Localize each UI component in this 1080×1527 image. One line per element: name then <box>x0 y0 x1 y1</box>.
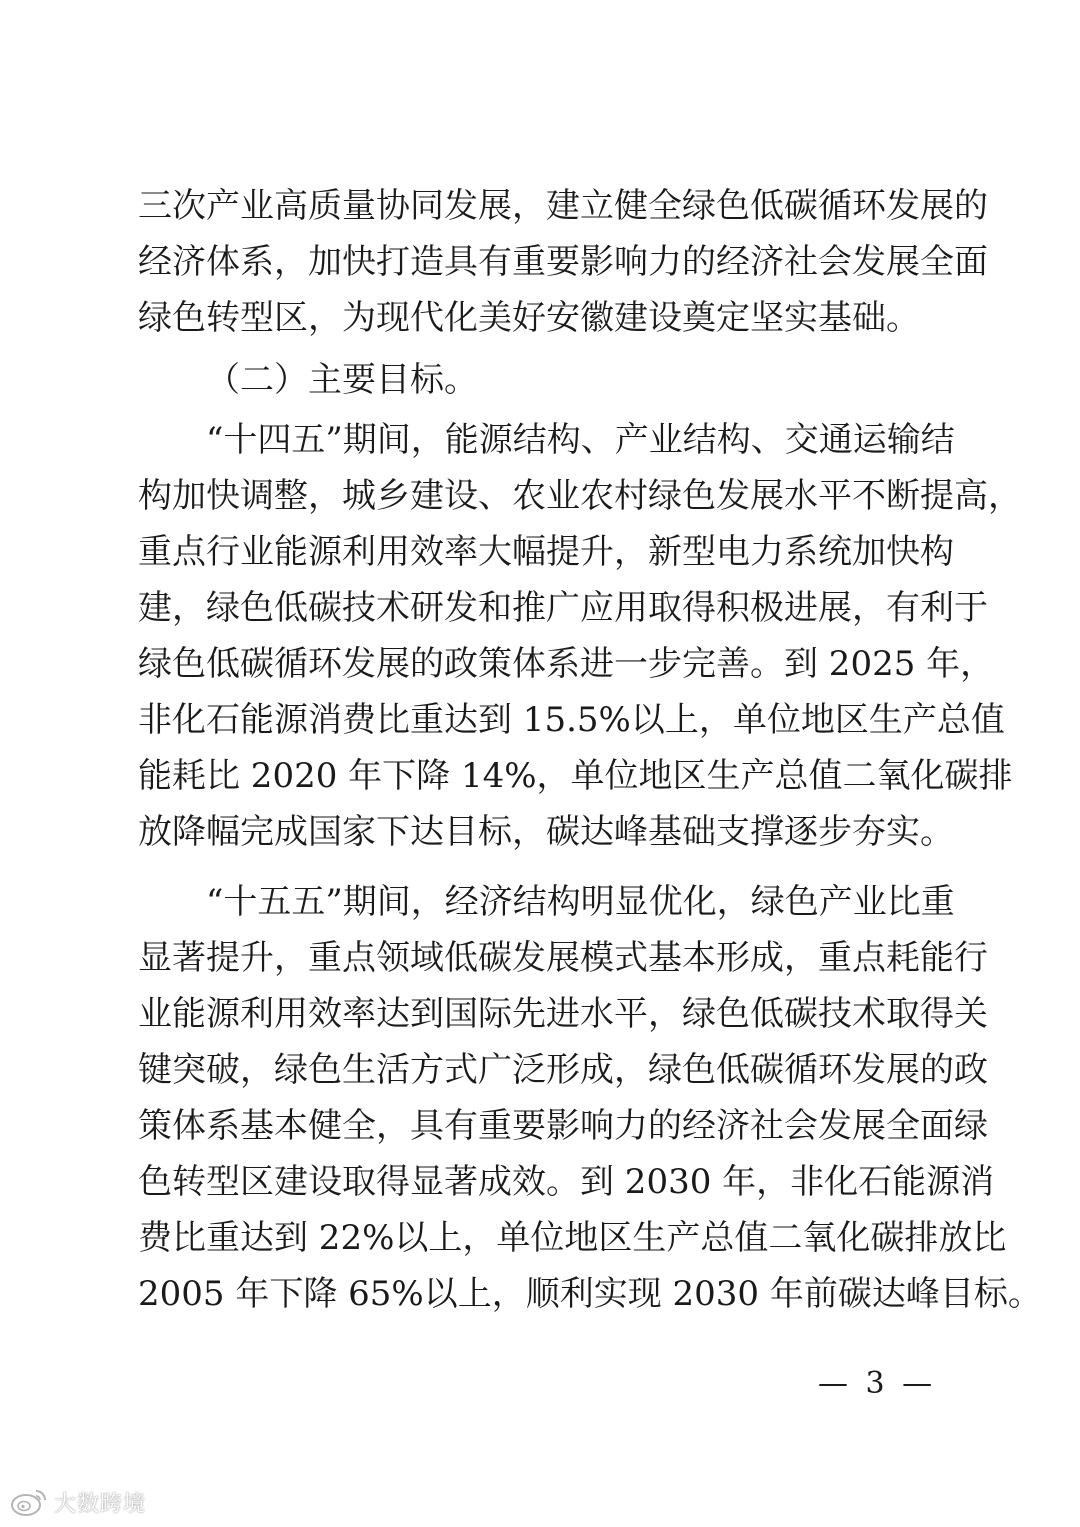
watermark <box>10 1485 146 1519</box>
paragraph-line: 非化石能源消费比重达到 15.5%以上，单位地区生产总值 <box>138 700 1005 740</box>
weibo-logo-icon <box>10 1487 48 1517</box>
paragraph-line: 2005 年下降 65%以上，顺利实现 2030 年前碳达峰目标。 <box>138 1274 1042 1314</box>
paragraph-line: 构加快调整，城乡建设、农业农村绿色发展水平不断提高， <box>138 476 1022 516</box>
paragraph-line: 能耗比 2020 年下降 14%，单位地区生产总值二氧化碳排 <box>138 756 1013 796</box>
paragraph-line: 建，绿色低碳技术研发和推广应用取得积极进展，有利于 <box>138 588 988 628</box>
paragraph-2030-targets <box>138 874 1042 1322</box>
paragraph-2025-targets <box>138 412 1022 860</box>
paragraph-line: 色转型区建设取得显著成效。到 2030 年，非化石能源消 <box>138 1162 995 1202</box>
paragraph-line: 经济体系，加快打造具有重要影响力的经济社会发展全面 <box>138 242 988 282</box>
paragraph-line: “十五五”期间，经济结构明显优化，绿色产业比重 <box>206 882 955 922</box>
paragraph-line: 键突破，绿色生活方式广泛形成，绿色低碳循环发展的政 <box>138 1050 988 1090</box>
page-number: — 3 — <box>818 1366 937 1401</box>
paragraph-line: 三次产业高质量协同发展，建立健全绿色低碳循环发展的 <box>138 186 988 226</box>
paragraph-line: 策体系基本健全，具有重要影响力的经济社会发展全面绿 <box>138 1106 988 1146</box>
paragraph-line: 放降幅完成国家下达目标，碳达峰基础支撑逐步夯实。 <box>138 812 954 852</box>
paragraph-line: 显著提升，重点领域低碳发展模式基本形成，重点耗能行 <box>138 938 988 978</box>
paragraph-line: “十四五”期间，能源结构、产业结构、交通运输结 <box>206 420 955 460</box>
section-heading: （二）主要目标。 <box>206 360 478 400</box>
paragraph-line: 费比重达到 22%以上，单位地区生产总值二氧化碳排放比 <box>138 1218 1007 1258</box>
watermark-text: 大数跨境 <box>54 1491 147 1517</box>
paragraph-line: 绿色低碳循环发展的政策体系进一步完善。到 2025 年， <box>138 644 995 684</box>
paragraph-line: 绿色转型区，为现代化美好安徽建设奠定坚实基础。 <box>138 298 920 338</box>
section-heading-block <box>138 352 942 408</box>
paragraph-line: 业能源利用效率达到国际先进水平，绿色低碳技术取得关 <box>138 994 988 1034</box>
paragraph-line: 重点行业能源利用效率大幅提升，新型电力系统加快构 <box>138 532 954 572</box>
paragraph-intro <box>138 178 988 346</box>
